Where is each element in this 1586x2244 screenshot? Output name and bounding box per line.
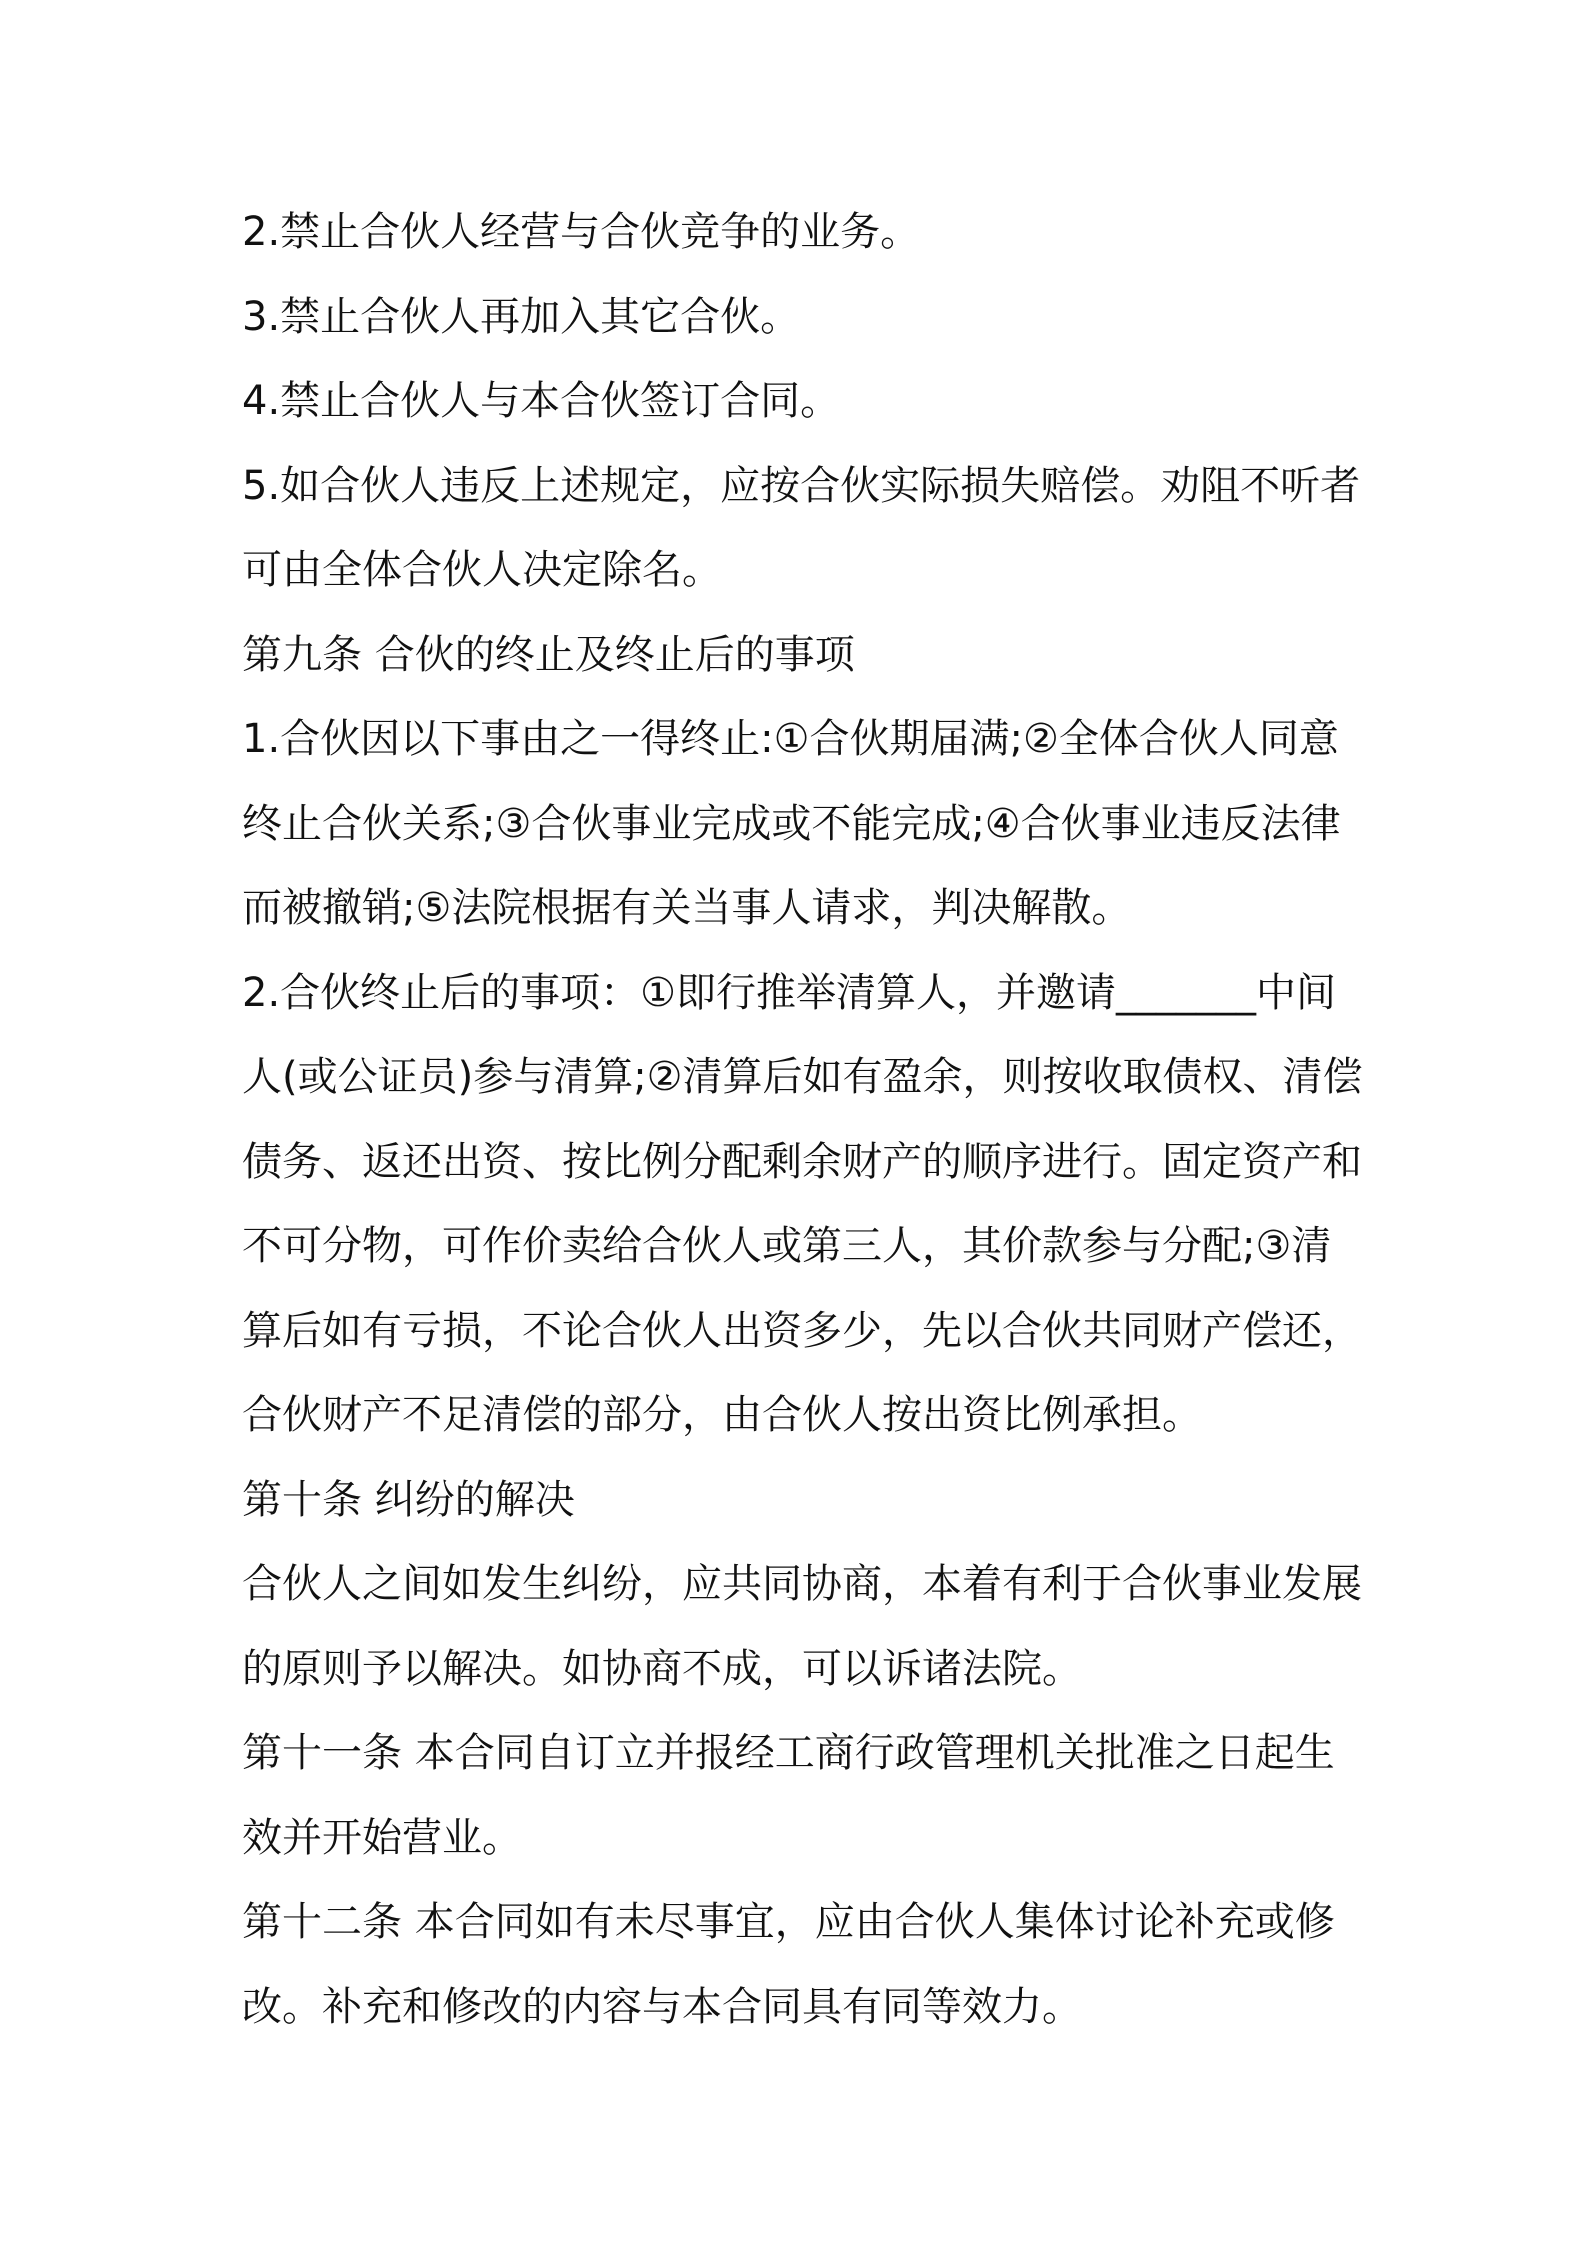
text-line: 合伙人之间如发生纠纷，应共同协商，本着有利于合伙事业发展 xyxy=(242,1561,1362,1607)
text-line: 2.合伙终止后的事项：①即行推举清算人，并邀请_______中间 xyxy=(242,969,1337,1016)
section-heading: 第十一条 本合同自订立并报经工商行政管理机关批准之日起生 xyxy=(242,1730,1335,1776)
text-line: 5.如合伙人违反上述规定，应按合伙实际损失赔偿。劝阻不听者 xyxy=(242,462,1361,509)
text-line: 效并开始营业。 xyxy=(242,1814,522,1861)
document-body xyxy=(242,190,1362,2049)
text-line: 而被撤销;⑤法院根据有关当事人请求，判决解散。 xyxy=(242,885,1132,931)
text-line: 算后如有亏损，不论合伙人出资多少，先以合伙共同财产偿还， xyxy=(242,1307,1362,1354)
section-heading: 第十条 纠纷的解决 xyxy=(242,1476,575,1523)
text-line: 改。补充和修改的内容与本合同具有同等效力。 xyxy=(242,1983,1082,2030)
text-line: 3.禁止合伙人再加入其它合伙。 xyxy=(242,293,801,340)
text-line: 的原则予以解决。如协商不成，可以诉诸法院。 xyxy=(242,1645,1082,1692)
section-heading: 第十二条 本合同如有未尽事宜，应由合伙人集体讨论补充或修 xyxy=(242,1899,1335,1945)
text-line: 可由全体合伙人决定除名。 xyxy=(242,547,722,593)
text-line: 4.禁止合伙人与本合伙签订合同。 xyxy=(242,378,841,424)
text-line: 2.禁止合伙人经营与合伙竞争的业务。 xyxy=(242,209,921,255)
text-line: 不可分物，可作价卖给合伙人或第三人，其价款参与分配;③清 xyxy=(242,1223,1332,1269)
text-line: 1.合伙因以下事由之一得终止:①合伙期届满;②全体合伙人同意 xyxy=(242,716,1339,762)
text-line: 债务、返还出资、按比例分配剩余财产的顺序进行。固定资产和 xyxy=(242,1138,1362,1185)
text-line: 人(或公证员)参与清算;②清算后如有盈余，则按收取债权、清偿 xyxy=(242,1054,1363,1100)
section-heading: 第九条 合伙的终止及终止后的事项 xyxy=(242,631,855,678)
text-line: 终止合伙关系;③合伙事业完成或不能完成;④合伙事业违反法律 xyxy=(242,800,1341,847)
text-line: 合伙财产不足清偿的部分，由合伙人按出资比例承担。 xyxy=(242,1392,1202,1438)
